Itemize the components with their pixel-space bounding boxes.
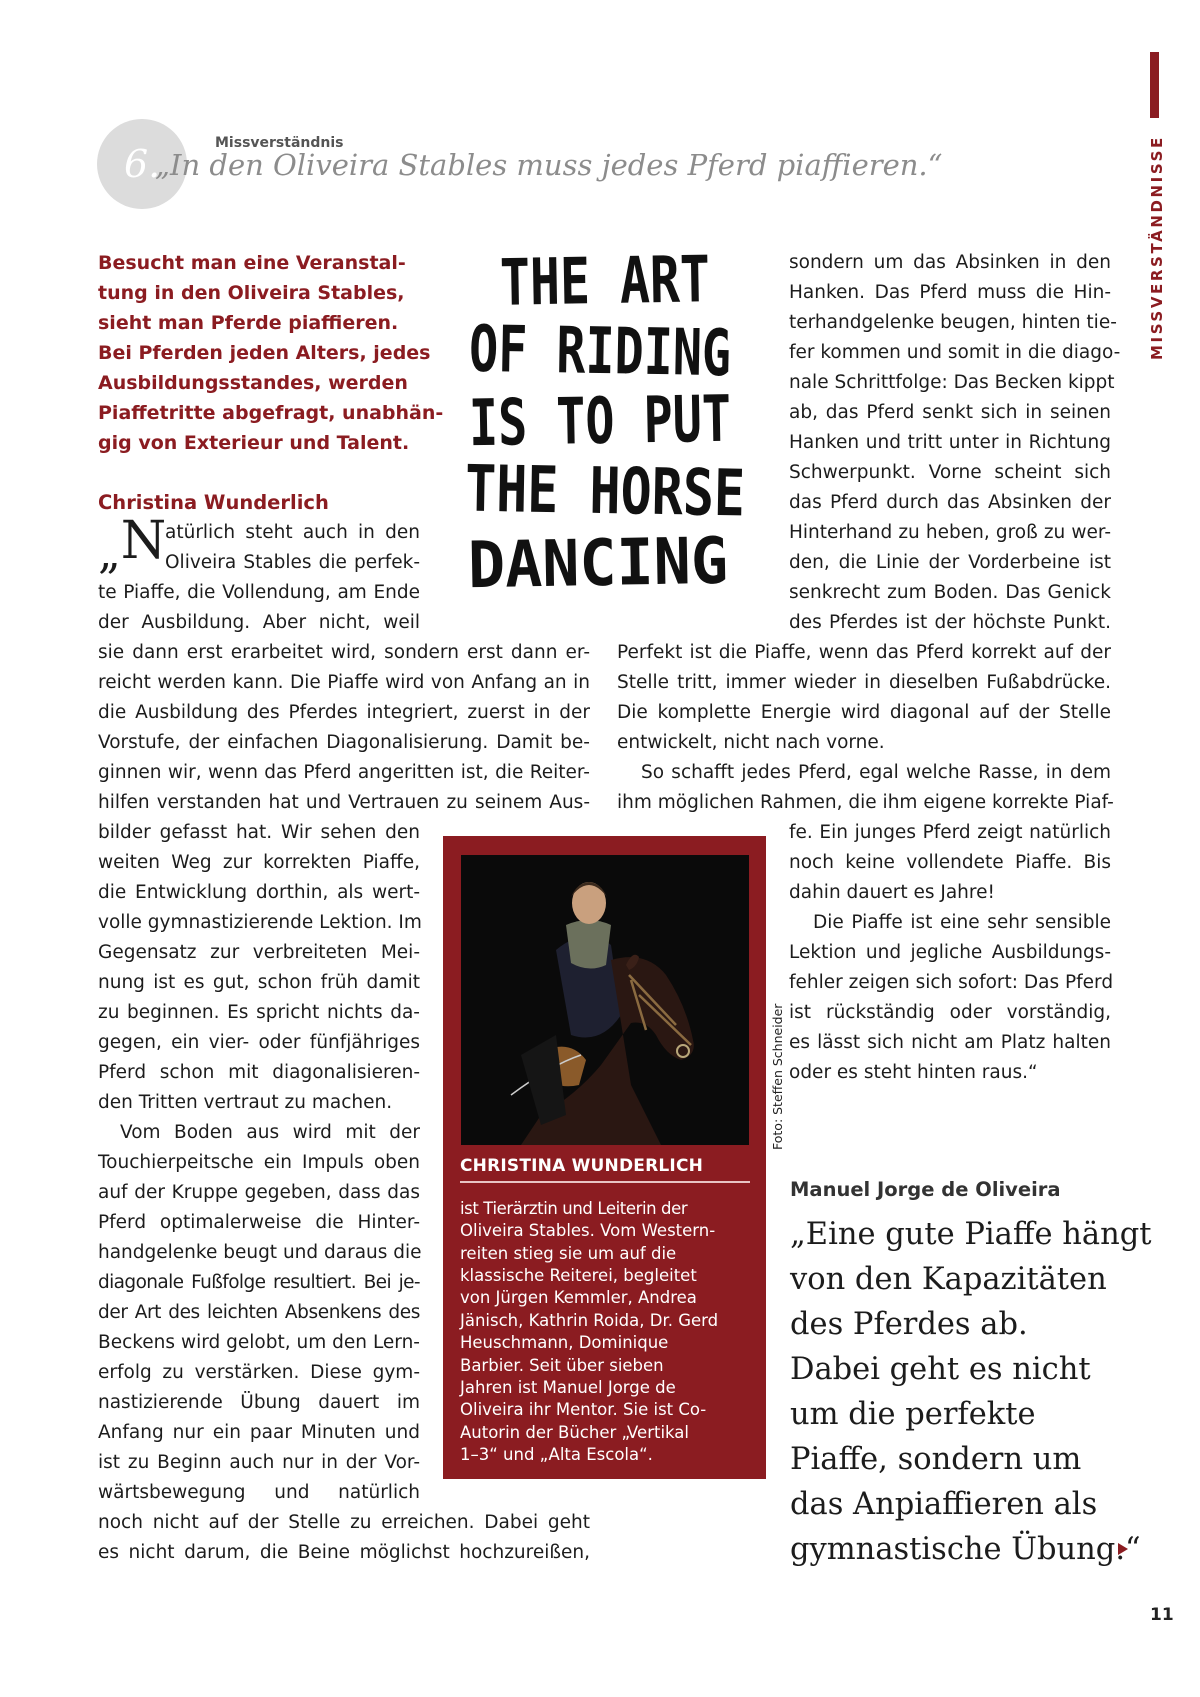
body-line: Hanken und tritt unter in Richtung [789,432,1111,453]
author-heading: Christina Wunderlich [98,491,329,514]
quote-line: von den Kapazitäten [790,1262,1107,1297]
drop-cap-quote: „ [98,528,121,579]
bio-line: von Jürgen Kemmler, Andrea [460,1288,697,1307]
body-line: reicht werden kann. Die Piaffe wird von Anfang an in [98,672,590,693]
body-line: gegen, ein vier- oder fünfjähriges [98,1032,420,1053]
bio-line: Jahren ist Manuel Jorge de [460,1378,676,1397]
body-line: hilfen verstanden hat und Vertrauen zu seinem Aus- [98,792,590,813]
body-line: Beckens wird gelobt, um den Lern- [98,1332,420,1353]
bio-line: 1–3“ und „Alta Escola“. [460,1445,653,1464]
intro-line: gig von Exterieur und Talent. [98,432,410,454]
body-line: ginnen wir, wenn das Pferd angeritten ist, die Reiter- [98,762,590,783]
body-line: die Ausbildung des Pferdes integriert, zuerst in der [98,702,590,723]
intro-line: Besucht man eine Veranstal- [98,252,406,274]
quote-line: um die perfekte [790,1397,1036,1432]
body-line: ist zu Beginn auch nur in der Vor- [98,1452,420,1473]
body-line: entwickelt, nicht nach vorne. [617,732,885,753]
body-line: wärtsbewegung und natürlich [98,1482,420,1503]
body-line: ihm möglichen Rahmen, die ihm eigene korrekte Piaf- [617,792,1114,813]
bio-line: Autorin der Bücher „Vertikal [460,1423,689,1442]
quote-author: Manuel Jorge de Oliveira [790,1178,1061,1201]
body-line: den Tritten vertraut zu machen. [98,1092,393,1113]
body-line: den, die Linie der Vorderbeine ist [789,552,1111,573]
body-line: fe. Ein junges Pferd zeigt natürlich [789,822,1111,843]
body-line: Hanken. Das Pferd muss die Hin- [789,282,1111,303]
quote-line: gymnastische Übung.“ [790,1532,1141,1567]
bio-line: klassische Reiterei, begleitet [460,1266,697,1285]
bio-line: reiten stieg sie um auf die [460,1244,677,1263]
poster-line: THE HORSE [464,452,813,533]
body-line: zu beginnen. Es spricht nichts da- [98,1002,420,1023]
body-line: terhandgelenke beugen, hinten tie- [789,312,1117,333]
rider-photo [461,855,749,1145]
quote-line: Piaffe, sondern um [790,1442,1082,1477]
body-line: der Ausbildung. Aber nicht, weil [98,612,420,633]
body-line: des Pferdes ist der höchste Punkt. [789,612,1111,633]
body-line: Gegensatz zur verbreiteten Mei- [98,942,420,963]
body-line: volle gymnastizierende Lektion. Im [98,912,422,933]
body-line: noch nicht auf der Stelle zu erreichen. Dabei geht [98,1512,590,1533]
poster-line: OF RIDING [468,312,817,393]
body-line: Lektion und jegliche Ausbildungs- [789,942,1111,963]
photo-credit: Foto: Steffen Schneider [770,1003,785,1150]
body-line: ist rückständig oder vorständig, [789,1002,1111,1023]
body-line: senkrecht zum Boden. Das Genick [789,582,1111,603]
intro-line: Piaffetritte abgefragt, unabhän- [98,402,444,424]
body-line: Vom Boden aus wird mit der [120,1122,420,1143]
quote-line: des Pferdes ab. [790,1307,1028,1342]
body-line: Perfekt ist die Piaffe, wenn das Pferd korrekt auf der [617,642,1111,663]
body-line: das Pferd durch das Absinken der [789,492,1111,513]
intro-line: tung in den Oliveira Stables, [98,282,405,304]
body-line: Die komplette Energie wird diagonal auf der Stelle [617,702,1111,723]
body-line: Touchierpeitsche ein Impuls oben [98,1152,420,1173]
bio-line: Oliveira ihr Mentor. Sie ist Co- [460,1400,707,1419]
body-line: ab, das Pferd senkt sich in seinen [789,402,1111,423]
bio-line: Heuschmann, Dominique [460,1333,669,1352]
body-line: die Entwicklung dorthin, als wert- [98,882,420,903]
body-line: es nicht darum, die Beine möglichst hochzureißen, [98,1542,590,1563]
bio-line: Jänisch, Kathrin Roida, Dr. Gerd [460,1311,719,1330]
body-line: fehler zeigen sich sofort: Das Pferd [789,972,1114,993]
body-line: erfolg zu verstärken. Diese gym- [98,1362,420,1383]
quote-line: das Anpiaffieren als [790,1487,1098,1522]
body-line: sie dann erst erarbeitet wird, sondern erst dann er- [98,642,590,663]
bio-divider [460,1181,750,1183]
body-line: te Piaffe, die Vollendung, am Ende [98,582,420,603]
body-line: es lässt sich nicht am Platz halten [789,1032,1111,1053]
drop-cap [98,511,167,579]
body-line: Vorstufe, der einfachen Diagonalisierung. Damit be- [98,732,590,753]
body-line: atürlich steht auch in den [165,522,420,543]
body-line: Oliveira Stables die perfek- [165,552,420,573]
body-line: Pferd optimalerweise die Hinter- [98,1212,420,1233]
body-line: sondern um das Absinken in den [789,252,1111,273]
poster-line: IS TO PUT [468,381,817,462]
bio-line: ist Tierärztin und Leiterin der [460,1199,688,1218]
art-of-riding-poster [455,242,817,605]
body-line: auf der Kruppe gegeben, dass das [98,1182,420,1203]
body-line: noch keine vollendete Piaffe. Bis [789,852,1111,873]
body-line: Pferd schon mit diagonalisieren- [98,1062,420,1083]
poster-line: DANCING [467,524,739,604]
body-line: diagonale Fußfolge resultiert. Bei je- [98,1272,420,1293]
body-line: nale Schrittfolge: Das Becken kippt [789,372,1115,393]
intro-line: Ausbildungsstandes, werden [98,372,408,394]
misconception-number: 6. [124,142,161,186]
bio-line: Barbier. Seit über sieben [460,1356,664,1375]
body-line: Anfang nur ein paar Minuten und [98,1422,420,1443]
quote-line: „Eine gute Piaffe hängt [790,1217,1152,1252]
poster-line: THE ART [499,242,771,321]
bio-line: Oliveira Stables. Vom Western- [460,1221,716,1240]
body-line: bilder gefasst hat. Wir sehen den [98,822,420,843]
body-line: fer kommen und somit in die diago- [789,342,1121,363]
intro-line: sieht man Pferde piaffieren. [98,312,399,334]
side-tab-bar [1150,52,1159,118]
drop-cap-letter: N [120,511,167,571]
body-line: weiten Weg zur korrekten Piaffe, [98,852,420,873]
intro-line: Bei Pferden jeden Alters, jedes [98,342,431,364]
page-number: 11 [1150,1605,1174,1625]
side-section-label: MISSVERSTÄNDNISSE [1148,135,1166,360]
body-line: So schafft jedes Pferd, egal welche Rasse, in dem [641,762,1111,783]
heading-kicker: Missverständnis [215,135,344,151]
body-line: Hinterhand zu heben, groß zu wer- [789,522,1111,543]
body-line: Stelle tritt, immer wieder in dieselben Fußabdrücke. [617,672,1111,693]
body-line: Schwerpunkt. Vorne scheint sich [789,462,1111,483]
body-line: der Art des leichten Absenkens des [98,1302,420,1323]
heading-title: „In den Oliveira Stables muss jedes Pferd piaffieren.“ [155,148,943,182]
body-line: nastizierende Übung dauert im [98,1392,420,1413]
body-line: handgelenke beugt und daraus die [98,1242,422,1263]
body-line: Die Piaffe ist eine sehr sensible [813,912,1111,933]
bio-name: CHRISTINA WUNDERLICH [460,1156,704,1176]
quote-line: Dabei geht es nicht [790,1352,1091,1387]
body-line: dahin dauert es Jahre! [789,882,995,903]
continue-arrow-icon [1118,1543,1128,1555]
body-line: nung ist es gut, schon früh damit [98,972,420,993]
body-line: oder es steht hinten raus.“ [789,1062,1038,1083]
